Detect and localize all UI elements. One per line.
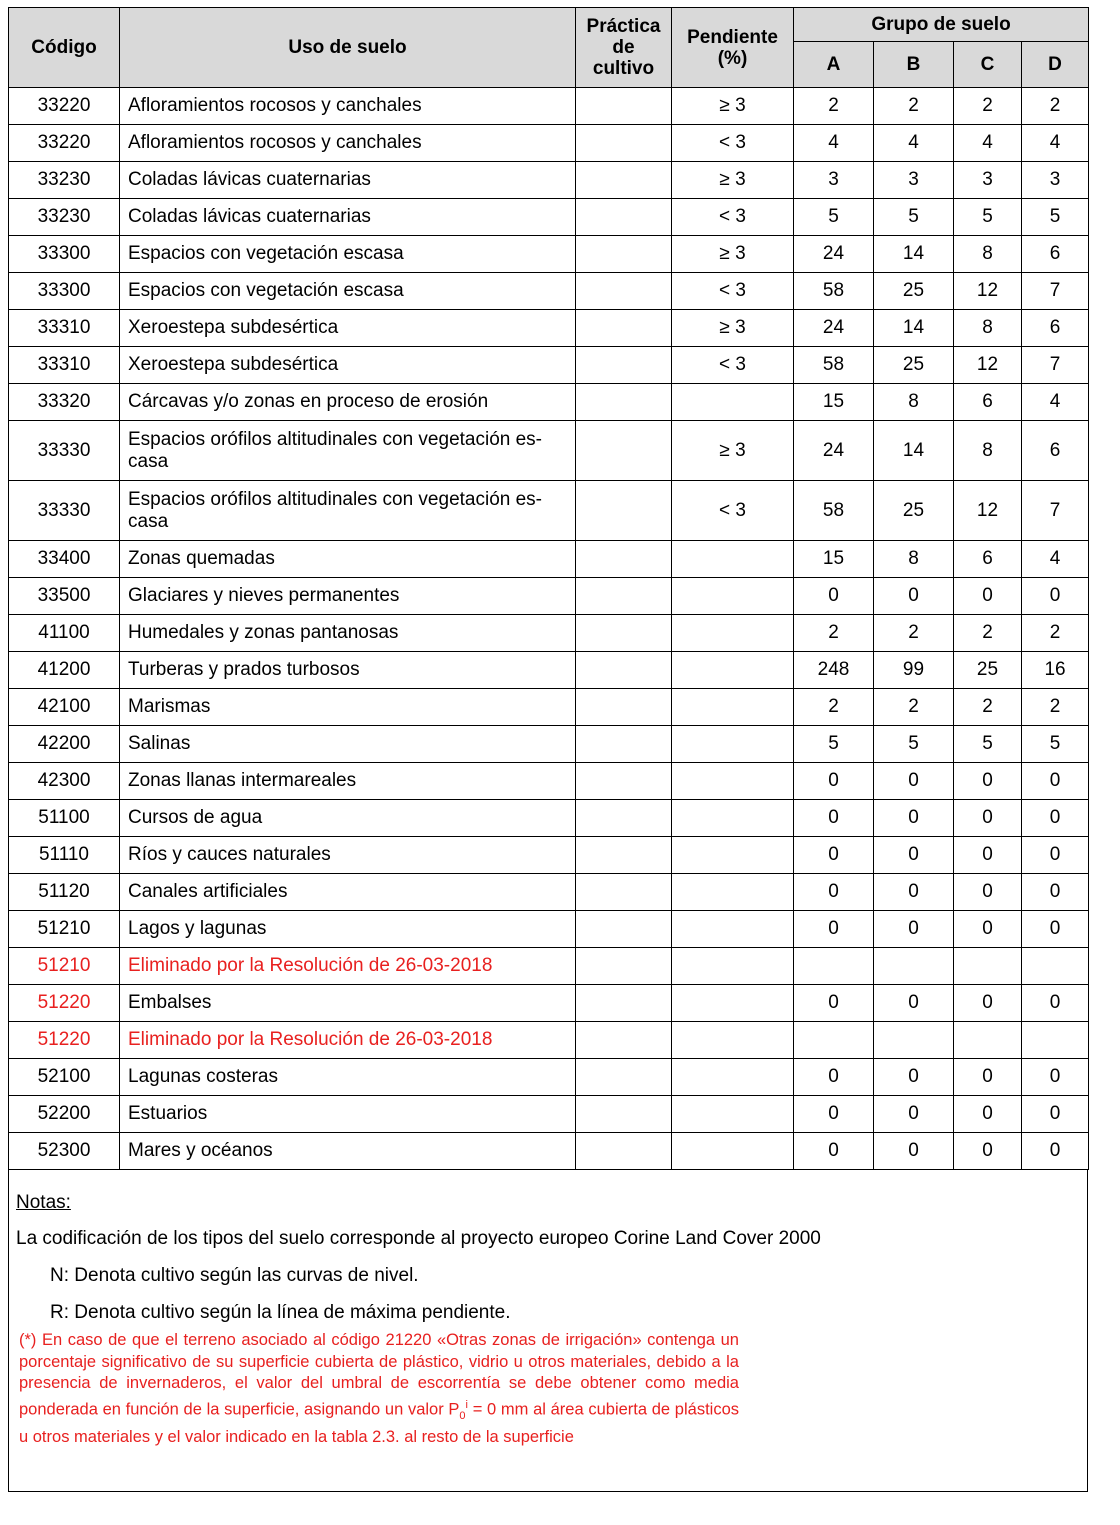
cell-group-b: 8 xyxy=(874,384,954,421)
cell-group-b: 14 xyxy=(874,421,954,481)
cell-practica xyxy=(576,800,672,837)
notes-title: Notas: xyxy=(16,1192,71,1213)
cell-codigo: 51110 xyxy=(9,837,120,874)
cell-group-d: 16 xyxy=(1022,652,1089,689)
cell-group-d: 0 xyxy=(1022,800,1089,837)
table-row xyxy=(9,236,1089,273)
table-row xyxy=(9,578,1089,615)
cell-group-c: 12 xyxy=(954,347,1022,384)
cell-codigo: 33300 xyxy=(9,236,120,273)
cell-group-c: 0 xyxy=(954,1096,1022,1133)
cell-uso-de-suelo: Espacios con vegetación escasa xyxy=(120,273,576,310)
cell-practica xyxy=(576,88,672,125)
cell-pendiente: < 3 xyxy=(672,273,794,310)
note-asterisk-subscript: 0 xyxy=(459,1409,466,1422)
cell-codigo: 33330 xyxy=(9,481,120,541)
cell-group-c: 25 xyxy=(954,652,1022,689)
cell-group-a: 5 xyxy=(794,726,874,763)
note-corine: La codificación de los tipos del suelo corresponde al proyecto europeo Corine Land Cover 2000 xyxy=(16,1228,821,1249)
cell-group-a: 0 xyxy=(794,800,874,837)
cell-group-b: 0 xyxy=(874,1096,954,1133)
cell-practica xyxy=(576,874,672,911)
cell-group-d: 7 xyxy=(1022,481,1089,541)
table-row xyxy=(9,1133,1089,1170)
cell-practica xyxy=(576,763,672,800)
cell-group-d: 4 xyxy=(1022,125,1089,162)
cell-practica xyxy=(576,1133,672,1170)
cell-group-a: 0 xyxy=(794,763,874,800)
cell-codigo: 33220 xyxy=(9,125,120,162)
cell-practica xyxy=(576,837,672,874)
note-asterisk-text-end: = 0 mm al área cubierta de plásticos u otros materiales y el valor indicado en la tabla 2.3. al resto de la superficie xyxy=(19,1400,739,1446)
cell-pendiente xyxy=(672,1096,794,1133)
table-row xyxy=(9,199,1089,236)
header-uso-de-suelo: Uso de suelo xyxy=(120,8,576,88)
cell-codigo: 42300 xyxy=(9,763,120,800)
cell-group-a: 2 xyxy=(794,88,874,125)
cell-group-b: 0 xyxy=(874,985,954,1022)
cell-uso-de-suelo: Zonas quemadas xyxy=(120,541,576,578)
table-row xyxy=(9,763,1089,800)
document-page xyxy=(8,7,1088,1492)
cell-uso-de-suelo: Humedales y zonas pantanosas xyxy=(120,615,576,652)
table-row xyxy=(9,1022,1089,1059)
header-practica-label: Práctica de cultivo xyxy=(586,16,661,79)
header-grupo-de-suelo: Grupo de suelo xyxy=(794,8,1089,42)
table-row xyxy=(9,88,1089,125)
cell-group-b: 4 xyxy=(874,125,954,162)
cell-practica xyxy=(576,162,672,199)
cell-pendiente xyxy=(672,1059,794,1096)
cell-pendiente xyxy=(672,837,794,874)
cell-codigo: 33320 xyxy=(9,384,120,421)
cell-pendiente xyxy=(672,800,794,837)
cell-group-a: 0 xyxy=(794,1059,874,1096)
cell-pendiente xyxy=(672,948,794,985)
cell-codigo: 51220 xyxy=(9,985,120,1022)
table-row xyxy=(9,384,1089,421)
cell-practica xyxy=(576,726,672,763)
cell-uso-de-suelo: Cárcavas y/o zonas en proceso de erosión xyxy=(120,384,576,421)
cell-group-c: 5 xyxy=(954,726,1022,763)
cell-group-d: 4 xyxy=(1022,541,1089,578)
cell-uso-de-suelo: Afloramientos rocosos y canchales xyxy=(120,125,576,162)
cell-pendiente: < 3 xyxy=(672,481,794,541)
cell-uso-de-suelo: Zonas llanas intermareales xyxy=(120,763,576,800)
cell-group-c: 5 xyxy=(954,199,1022,236)
note-n: N: Denota cultivo según las curvas de nivel. xyxy=(50,1265,419,1286)
cell-pendiente: ≥ 3 xyxy=(672,421,794,481)
cell-group-c: 4 xyxy=(954,125,1022,162)
cell-pendiente xyxy=(672,1022,794,1059)
cell-practica xyxy=(576,199,672,236)
table-row xyxy=(9,347,1089,384)
cell-group-d: 0 xyxy=(1022,763,1089,800)
cell-group-d: 6 xyxy=(1022,421,1089,481)
cell-uso-de-suelo: Ríos y cauces naturales xyxy=(120,837,576,874)
cell-practica xyxy=(576,347,672,384)
cell-group-c: 8 xyxy=(954,421,1022,481)
table-row xyxy=(9,310,1089,347)
cell-practica xyxy=(576,384,672,421)
table-row xyxy=(9,837,1089,874)
note-asterisk-text: (*) En caso de que el terreno asociado al código 21220 «Otras zonas de irrigación» contenga un porcentaje significativo de su superficie cubierta de plástico, vidrio u otros materiales, debido a la presencia de invernaderos, el valor del umbral de escorrentía se debe obtener como media ponderada en función de la superficie, asignando un valor P xyxy=(19,1331,739,1418)
cell-group-a: 0 xyxy=(794,1133,874,1170)
cell-group-b: 5 xyxy=(874,726,954,763)
cell-practica xyxy=(576,310,672,347)
cell-group-b: 0 xyxy=(874,763,954,800)
cell-group-a: 2 xyxy=(794,615,874,652)
cell-group-c: 0 xyxy=(954,578,1022,615)
cell-group-d: 0 xyxy=(1022,911,1089,948)
cell-codigo: 33220 xyxy=(9,88,120,125)
cell-pendiente xyxy=(672,652,794,689)
cell-group-a: 3 xyxy=(794,162,874,199)
cell-uso-de-suelo: Salinas xyxy=(120,726,576,763)
cell-group-c: 0 xyxy=(954,837,1022,874)
table-row xyxy=(9,1096,1089,1133)
note-asterisk xyxy=(19,1330,739,1448)
cell-uso-de-suelo: Espacios orófilos altitudinales con vegetación es-casa xyxy=(120,481,576,541)
header-group-b: B xyxy=(874,42,954,88)
cell-pendiente: < 3 xyxy=(672,347,794,384)
cell-practica xyxy=(576,911,672,948)
cell-group-a xyxy=(794,948,874,985)
cell-pendiente xyxy=(672,615,794,652)
cell-group-d: 7 xyxy=(1022,273,1089,310)
cell-pendiente xyxy=(672,911,794,948)
cell-group-c: 2 xyxy=(954,88,1022,125)
cell-pendiente xyxy=(672,874,794,911)
cell-group-d: 3 xyxy=(1022,162,1089,199)
cell-practica xyxy=(576,1022,672,1059)
table-row xyxy=(9,652,1089,689)
cell-group-c: 6 xyxy=(954,541,1022,578)
header-group-a: A xyxy=(794,42,874,88)
table-row xyxy=(9,911,1089,948)
cell-codigo: 52100 xyxy=(9,1059,120,1096)
cell-group-d: 0 xyxy=(1022,985,1089,1022)
cell-uso-de-suelo: Cursos de agua xyxy=(120,800,576,837)
cell-group-a: 0 xyxy=(794,911,874,948)
cell-codigo: 33230 xyxy=(9,199,120,236)
cell-group-b: 5 xyxy=(874,199,954,236)
cell-group-c: 12 xyxy=(954,481,1022,541)
cell-group-d: 0 xyxy=(1022,1133,1089,1170)
cell-group-c: 0 xyxy=(954,874,1022,911)
cell-pendiente: ≥ 3 xyxy=(672,162,794,199)
cell-group-d: 4 xyxy=(1022,384,1089,421)
cell-group-b: 0 xyxy=(874,1133,954,1170)
cell-pendiente xyxy=(672,578,794,615)
table-row xyxy=(9,689,1089,726)
table-row xyxy=(9,985,1089,1022)
cell-group-c: 0 xyxy=(954,1133,1022,1170)
cell-group-c: 0 xyxy=(954,1059,1022,1096)
cell-uso-de-suelo: Xeroestepa subdesértica xyxy=(120,347,576,384)
cell-practica xyxy=(576,615,672,652)
cell-codigo: 33400 xyxy=(9,541,120,578)
cell-codigo: 51220 xyxy=(9,1022,120,1059)
cell-group-d: 0 xyxy=(1022,1059,1089,1096)
cell-group-a: 15 xyxy=(794,541,874,578)
cell-group-d xyxy=(1022,1022,1089,1059)
cell-group-c xyxy=(954,1022,1022,1059)
table-row xyxy=(9,541,1089,578)
table-row xyxy=(9,481,1089,541)
cell-codigo: 41200 xyxy=(9,652,120,689)
cell-group-a: 24 xyxy=(794,310,874,347)
cell-practica xyxy=(576,1059,672,1096)
cell-pendiente xyxy=(672,985,794,1022)
cell-group-a: 0 xyxy=(794,837,874,874)
cell-pendiente: < 3 xyxy=(672,199,794,236)
cell-group-b: 0 xyxy=(874,1059,954,1096)
cell-codigo: 42100 xyxy=(9,689,120,726)
cell-codigo: 33500 xyxy=(9,578,120,615)
cell-group-b: 14 xyxy=(874,310,954,347)
header-pendiente xyxy=(672,8,794,88)
table-row xyxy=(9,1059,1089,1096)
cell-codigo: 51120 xyxy=(9,874,120,911)
cell-group-a xyxy=(794,1022,874,1059)
cell-pendiente xyxy=(672,384,794,421)
cell-group-b: 14 xyxy=(874,236,954,273)
cell-group-a: 58 xyxy=(794,273,874,310)
cell-practica xyxy=(576,985,672,1022)
cell-pendiente xyxy=(672,763,794,800)
cell-codigo: 51100 xyxy=(9,800,120,837)
cell-uso-de-suelo: Lagunas costeras xyxy=(120,1059,576,1096)
cell-codigo: 33230 xyxy=(9,162,120,199)
cell-practica xyxy=(576,125,672,162)
cell-codigo: 42200 xyxy=(9,726,120,763)
table-row xyxy=(9,125,1089,162)
cell-codigo: 51210 xyxy=(9,948,120,985)
cell-group-b: 0 xyxy=(874,874,954,911)
cell-group-c: 2 xyxy=(954,689,1022,726)
cell-uso-de-suelo: Lagos y lagunas xyxy=(120,911,576,948)
cell-pendiente: ≥ 3 xyxy=(672,236,794,273)
cell-group-b: 0 xyxy=(874,578,954,615)
cell-group-d: 2 xyxy=(1022,88,1089,125)
cell-uso-de-suelo: Estuarios xyxy=(120,1096,576,1133)
cell-group-c: 0 xyxy=(954,800,1022,837)
note-r: R: Denota cultivo según la línea de máxima pendiente. xyxy=(50,1302,511,1323)
table-row xyxy=(9,800,1089,837)
cell-group-d xyxy=(1022,948,1089,985)
cell-group-a: 58 xyxy=(794,481,874,541)
cell-uso-de-suelo: Xeroestepa subdesértica xyxy=(120,310,576,347)
cell-group-c: 6 xyxy=(954,384,1022,421)
cell-practica xyxy=(576,1096,672,1133)
header-group-c: C xyxy=(954,42,1022,88)
cell-uso-de-suelo: Embalses xyxy=(120,985,576,1022)
cell-group-b xyxy=(874,948,954,985)
header-group-d: D xyxy=(1022,42,1089,88)
cell-group-c: 8 xyxy=(954,310,1022,347)
cell-codigo: 41100 xyxy=(9,615,120,652)
cell-pendiente: ≥ 3 xyxy=(672,88,794,125)
cell-uso-de-suelo: Coladas lávicas cuaternarias xyxy=(120,199,576,236)
cell-group-b: 25 xyxy=(874,481,954,541)
cell-group-b xyxy=(874,1022,954,1059)
cell-group-c: 0 xyxy=(954,911,1022,948)
cell-group-d: 5 xyxy=(1022,726,1089,763)
cell-pendiente xyxy=(672,726,794,763)
cell-uso-de-suelo: Marismas xyxy=(120,689,576,726)
header-pendiente-label: Pendiente (%) xyxy=(687,26,778,69)
cell-group-c xyxy=(954,948,1022,985)
cell-group-d: 6 xyxy=(1022,236,1089,273)
cell-pendiente xyxy=(672,689,794,726)
table-body xyxy=(9,88,1089,1170)
cell-group-c: 8 xyxy=(954,236,1022,273)
cell-group-a: 4 xyxy=(794,125,874,162)
cell-practica xyxy=(576,652,672,689)
cell-pendiente: < 3 xyxy=(672,125,794,162)
cell-group-b: 0 xyxy=(874,837,954,874)
cell-group-a: 24 xyxy=(794,236,874,273)
cell-group-a: 24 xyxy=(794,421,874,481)
cell-group-d: 2 xyxy=(1022,689,1089,726)
cell-group-d: 7 xyxy=(1022,347,1089,384)
cell-codigo: 51210 xyxy=(9,911,120,948)
header-practica-de-cultivo xyxy=(576,8,672,88)
cell-practica xyxy=(576,236,672,273)
cell-uso-de-suelo: Coladas lávicas cuaternarias xyxy=(120,162,576,199)
cell-group-a: 58 xyxy=(794,347,874,384)
cell-group-d: 6 xyxy=(1022,310,1089,347)
table-row xyxy=(9,615,1089,652)
cell-pendiente: ≥ 3 xyxy=(672,310,794,347)
cell-group-a: 2 xyxy=(794,689,874,726)
cell-group-a: 0 xyxy=(794,578,874,615)
cell-practica xyxy=(576,541,672,578)
cell-group-b: 25 xyxy=(874,347,954,384)
cell-group-a: 0 xyxy=(794,874,874,911)
cell-practica xyxy=(576,481,672,541)
cell-group-d: 0 xyxy=(1022,578,1089,615)
cell-pendiente xyxy=(672,541,794,578)
table-row xyxy=(9,273,1089,310)
cell-group-b: 25 xyxy=(874,273,954,310)
cell-codigo: 52200 xyxy=(9,1096,120,1133)
cell-group-d: 2 xyxy=(1022,615,1089,652)
cell-uso-de-suelo: Eliminado por la Resolución de 26-03-2018 xyxy=(120,948,576,985)
cell-group-b: 2 xyxy=(874,88,954,125)
cell-group-d: 5 xyxy=(1022,199,1089,236)
cell-uso-de-suelo: Mares y océanos xyxy=(120,1133,576,1170)
cell-uso-de-suelo: Eliminado por la Resolución de 26-03-2018 xyxy=(120,1022,576,1059)
cell-group-c: 2 xyxy=(954,615,1022,652)
cell-uso-de-suelo: Afloramientos rocosos y canchales xyxy=(120,88,576,125)
cell-group-b: 99 xyxy=(874,652,954,689)
cell-practica xyxy=(576,578,672,615)
cell-group-b: 3 xyxy=(874,162,954,199)
header-codigo: Código xyxy=(9,8,120,88)
cell-group-b: 8 xyxy=(874,541,954,578)
cell-group-a: 5 xyxy=(794,199,874,236)
cell-codigo: 52300 xyxy=(9,1133,120,1170)
cell-group-c: 0 xyxy=(954,763,1022,800)
cell-uso-de-suelo: Canales artificiales xyxy=(120,874,576,911)
cell-group-a: 248 xyxy=(794,652,874,689)
cell-group-c: 3 xyxy=(954,162,1022,199)
cell-uso-de-suelo: Espacios orófilos altitudinales con vegetación es-casa xyxy=(120,421,576,481)
cell-group-b: 2 xyxy=(874,615,954,652)
cell-pendiente xyxy=(672,1133,794,1170)
cell-codigo: 33310 xyxy=(9,347,120,384)
cell-group-b: 0 xyxy=(874,800,954,837)
cell-group-c: 0 xyxy=(954,985,1022,1022)
cell-uso-de-suelo: Espacios con vegetación escasa xyxy=(120,236,576,273)
table-row xyxy=(9,874,1089,911)
cell-practica xyxy=(576,421,672,481)
cell-group-c: 12 xyxy=(954,273,1022,310)
cell-practica xyxy=(576,948,672,985)
cell-uso-de-suelo: Glaciares y nieves permanentes xyxy=(120,578,576,615)
table-row xyxy=(9,162,1089,199)
cell-practica xyxy=(576,273,672,310)
cell-group-b: 0 xyxy=(874,911,954,948)
cell-group-d: 0 xyxy=(1022,1096,1089,1133)
cell-codigo: 33310 xyxy=(9,310,120,347)
cell-practica xyxy=(576,689,672,726)
cell-codigo: 33330 xyxy=(9,421,120,481)
note-asterisk-superscript: i xyxy=(465,1398,468,1411)
soil-use-table xyxy=(8,7,1089,1170)
cell-group-a: 0 xyxy=(794,985,874,1022)
cell-uso-de-suelo: Turberas y prados turbosos xyxy=(120,652,576,689)
table-row xyxy=(9,948,1089,985)
cell-codigo: 33300 xyxy=(9,273,120,310)
notes-section xyxy=(8,1170,1088,1492)
cell-group-a: 15 xyxy=(794,384,874,421)
cell-group-a: 0 xyxy=(794,1096,874,1133)
table-row xyxy=(9,421,1089,481)
cell-group-d: 0 xyxy=(1022,874,1089,911)
cell-group-d: 0 xyxy=(1022,837,1089,874)
cell-group-b: 2 xyxy=(874,689,954,726)
table-row xyxy=(9,726,1089,763)
